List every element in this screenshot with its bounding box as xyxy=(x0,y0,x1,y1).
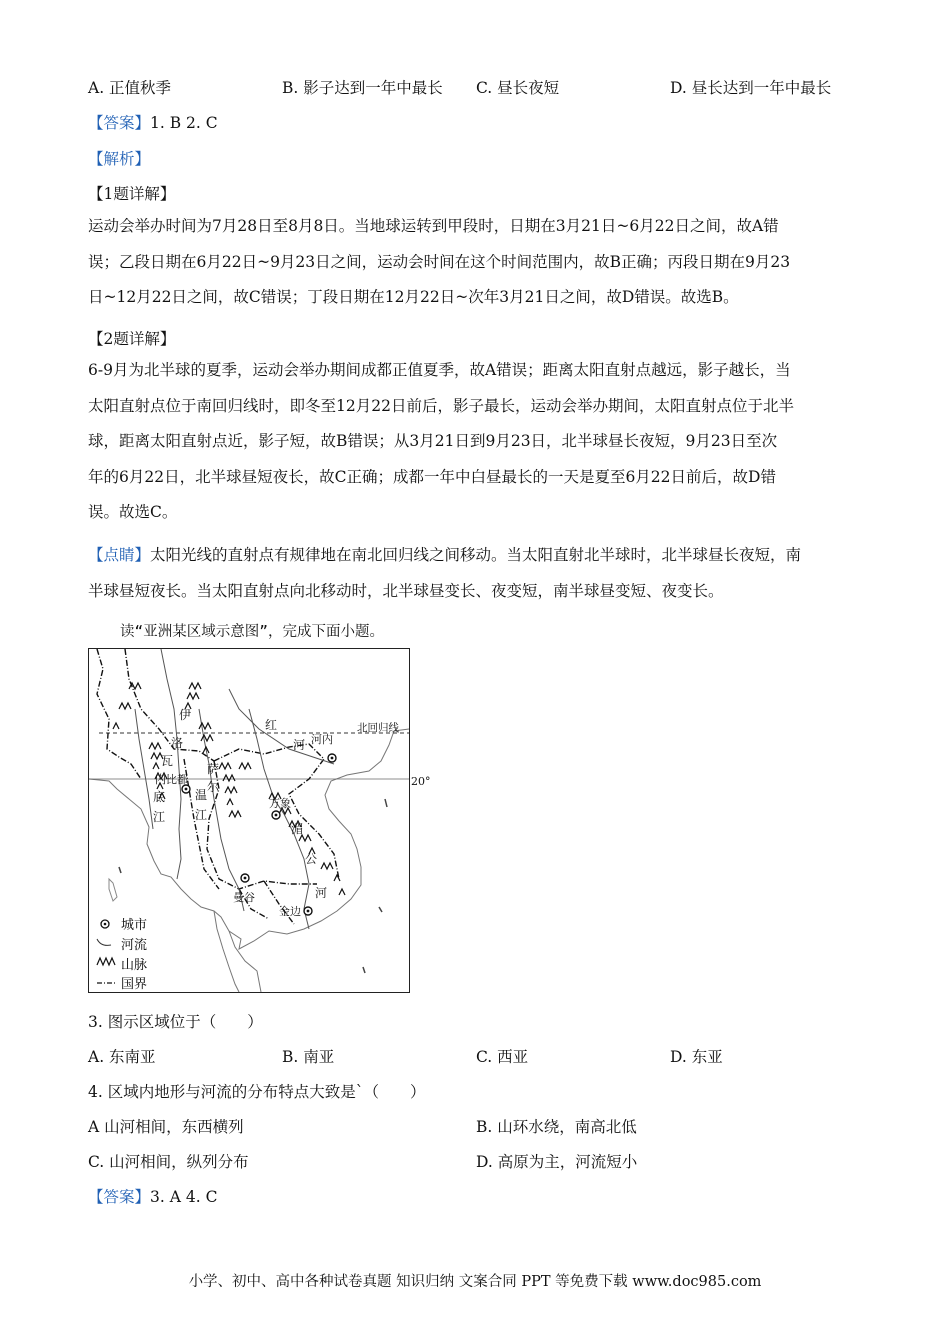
q4-option-a: A 山河相间，东西横列 xyxy=(88,1118,244,1136)
mekong-label-2: 公 xyxy=(305,852,318,866)
detail1-tag: 【1题详解】 xyxy=(88,185,176,203)
legend-river-label: 河流 xyxy=(121,938,148,953)
naypyidaw-label: 内比都 xyxy=(155,773,188,786)
lat20-label: 20° xyxy=(411,775,431,788)
map-labels xyxy=(153,708,431,918)
vientiane-label: 万象 xyxy=(269,797,291,810)
detail1-paragraph xyxy=(88,209,864,316)
irrawaddy-label-4: 底 xyxy=(153,790,166,804)
cities xyxy=(182,754,336,915)
salween-label-4: 江 xyxy=(195,808,208,822)
answer-tag: 【答案】 xyxy=(88,1188,151,1206)
city-dot xyxy=(244,877,247,880)
map-intro: 读“亚洲某区域示意图”，完成下面小题。 xyxy=(120,624,384,640)
hanoi-label: 河内 xyxy=(311,733,333,746)
salween-label-3: 温 xyxy=(195,788,208,802)
q4-option-d: D. 高原为主，河流短小 xyxy=(476,1153,638,1171)
tip-tag: 【点睛】 xyxy=(88,546,151,564)
tip-line-1 xyxy=(88,538,864,574)
bangkok-label: 曼谷 xyxy=(233,891,255,904)
asia-region-map xyxy=(88,648,431,993)
irrawaddy-label-3: 瓦 xyxy=(161,754,174,768)
phnompenh-label: 金边 xyxy=(279,905,301,918)
tropic-label: 北回归线 xyxy=(357,722,399,734)
q3-stem: 3. 图示区域位于（ ） xyxy=(88,1013,263,1031)
island-mark xyxy=(119,867,121,873)
q3-option-d: D. 东亚 xyxy=(670,1048,723,1066)
detail1-line: 日~12月22日之间，故C错误；丁段日期在12月22日~次年3月21日之间，故D错误。故选B。 xyxy=(88,288,739,306)
island-mark xyxy=(363,967,365,973)
detail2-line: 误。故选C。 xyxy=(88,503,178,521)
map-svg xyxy=(89,649,431,992)
detail2-paragraph xyxy=(88,353,864,531)
river-label: 河 xyxy=(293,738,306,752)
q4-stem: 4. 区域内地形与河流的分布特点大致是`（ ） xyxy=(88,1083,426,1101)
island-mark xyxy=(385,799,387,807)
answer-line-1 xyxy=(88,111,218,133)
city-dot xyxy=(185,788,188,791)
q3-option-a: A. 东南亚 xyxy=(88,1048,156,1066)
gulf-coast xyxy=(229,931,261,992)
option-a: A. 正值秋季 xyxy=(88,79,172,97)
irrawaddy-label-5: 江 xyxy=(153,810,166,824)
detail2-tag: 【2题详解】 xyxy=(88,330,176,348)
irrawaddy-label-1: 伊 xyxy=(179,708,192,722)
island-mark xyxy=(379,907,382,912)
detail1-line: 运动会举办时间为7月28日至8月8日。当地球运转到甲段时，日期在3月21日~6月22日之间，故A错 xyxy=(88,217,779,235)
mekong-label-3: 河 xyxy=(315,886,328,900)
island xyxy=(109,879,117,901)
detail2-line: 太阳直射点位于南回归线时，即冬至12月22日前后，影子最长，运动会举办期间，太阳直射点位于北半 xyxy=(88,396,794,415)
page-footer: 小学、初中、高中各种试卷真题 知识归纳 文案合同 PPT 等免费下载 www.doc985.com xyxy=(188,1274,762,1290)
tip-paragraph xyxy=(88,538,864,609)
q3-option-b: B. 南亚 xyxy=(282,1048,335,1066)
detail2-line: 球，距离太阳直射点近，影子短，故B错误；从3月21日到9月23日，北半球昼长夜短，9月23日至次 xyxy=(88,432,778,450)
city-dot xyxy=(331,757,334,760)
peninsula-coast xyxy=(214,911,239,992)
detail2-line: 6-9月为北半球的夏季，运动会举办期间成都正值夏季，故A错误；距离太阳直射点越远，影子越长，当 xyxy=(88,361,791,379)
answer-text: 3. A 4. C xyxy=(150,1188,218,1206)
legend-mountain-label: 山脉 xyxy=(121,958,148,973)
detail1-line: 误；乙段日期在6月22日~9月23日之间，运动会时间在这个时间范围内，故B正确；丙段日期在9月23 xyxy=(88,252,791,271)
answer-line-2 xyxy=(88,1185,217,1207)
option-c: C. 昼长夜短 xyxy=(476,79,560,97)
legend-border-label: 国界 xyxy=(121,977,148,992)
irrawaddy-label-2: 洛 xyxy=(171,736,184,750)
city-dot xyxy=(275,814,278,817)
option-d: D. 昼长达到一年中最长 xyxy=(670,79,832,97)
tip-text-1: 太阳光线的直射点有规律地在南北回归线之间移动。当太阳直射北半球时，北半球昼长夜短，南 xyxy=(150,546,802,564)
legend-city-label: 城市 xyxy=(121,918,148,933)
q3-option-c: C. 西亚 xyxy=(476,1048,529,1066)
city-dot xyxy=(307,910,310,913)
answer-text: 1. B 2. C xyxy=(150,114,218,132)
salween-label-1: 萨 xyxy=(207,762,220,776)
legend-city-dot xyxy=(104,923,107,926)
salween-label-2: 尔 xyxy=(207,780,220,794)
analysis-tag: 【解析】 xyxy=(88,150,151,168)
q4-option-c: C. 山河相间，纵列分布 xyxy=(88,1153,249,1171)
answer-tag: 【答案】 xyxy=(88,114,151,132)
mekong-label-1: 湄 xyxy=(291,822,304,836)
tip-line-2: 半球昼短夜长。当太阳直射点向北移动时，北半球昼变长、夜变短，南半球昼变短、夜变长。 xyxy=(88,581,724,600)
map-legend xyxy=(90,911,160,992)
option-b: B. 影子达到一年中最长 xyxy=(282,79,443,97)
detail2-line: 年的6月22日，北半球昼短夜长，故C正确；成都一年中白昼最长的一天是夏至6月22日前后，故D错 xyxy=(88,467,776,486)
q4-option-b: B. 山环水绕，南高北低 xyxy=(476,1118,637,1136)
red-river-label: 红 xyxy=(265,718,278,732)
